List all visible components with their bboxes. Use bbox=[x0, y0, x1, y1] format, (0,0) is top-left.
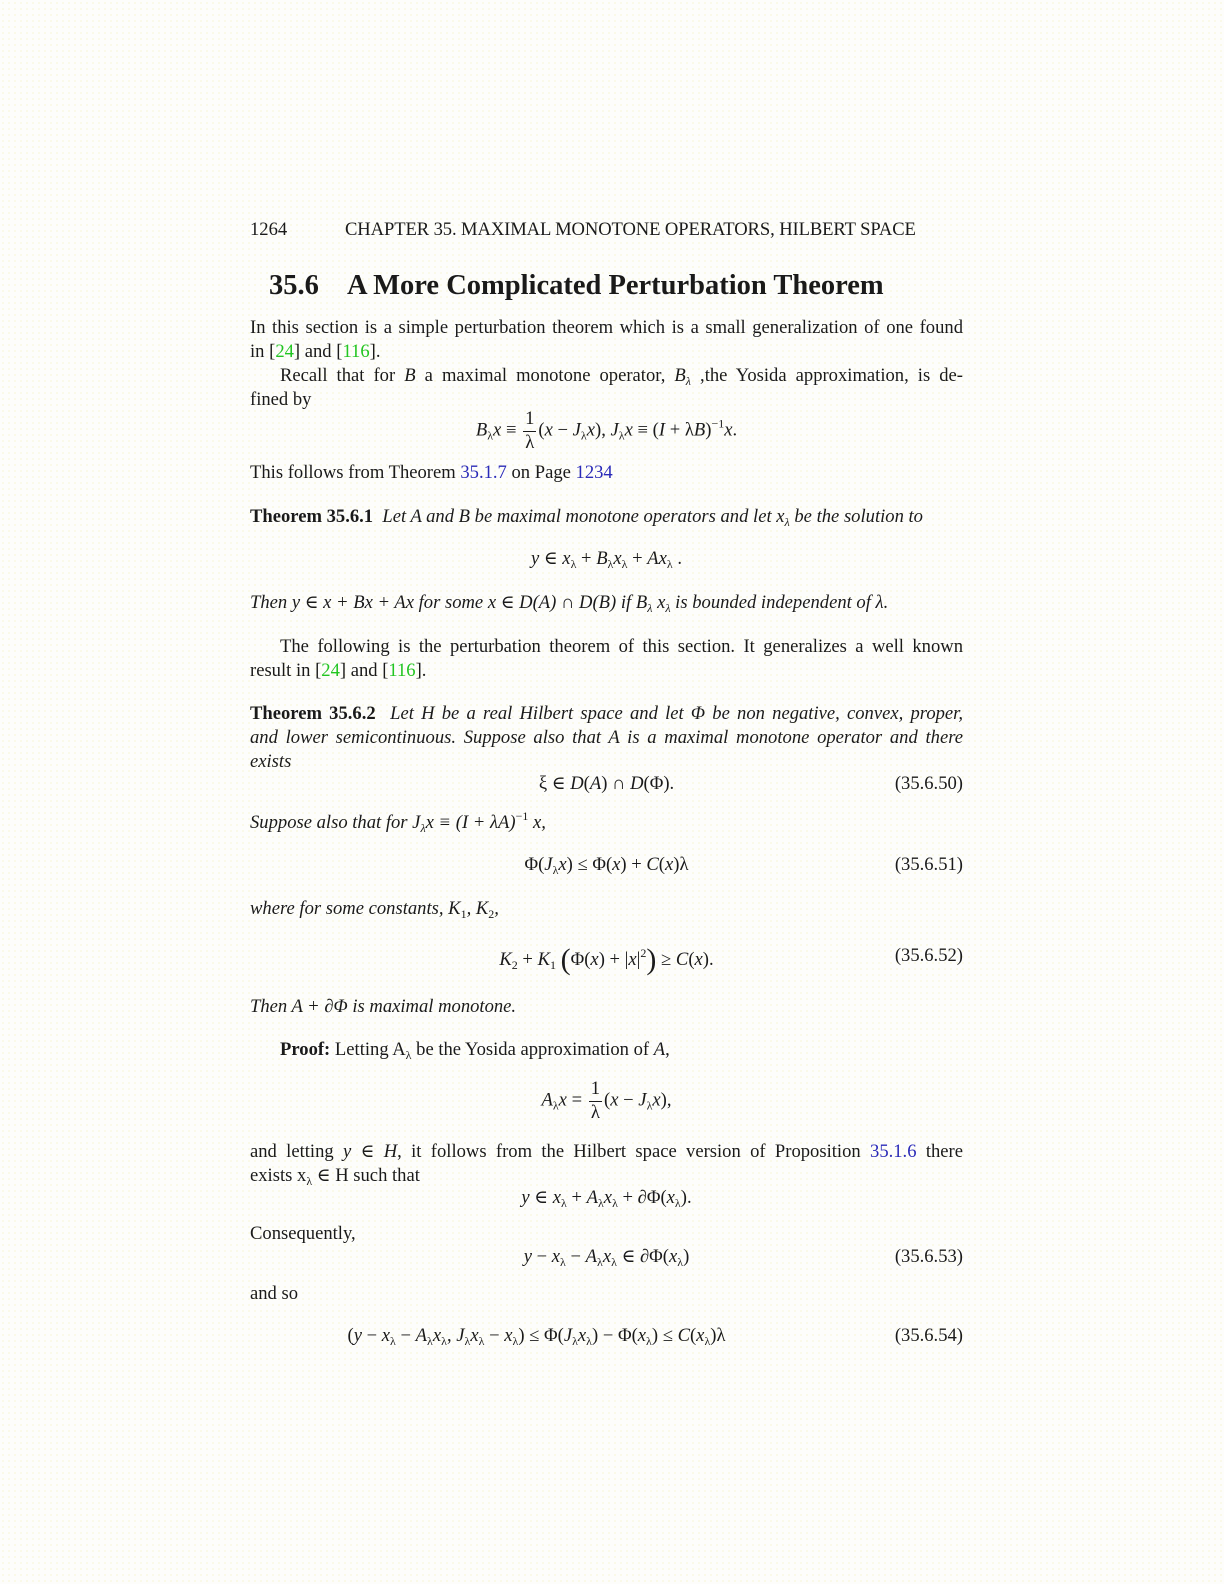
paragraph-line bbox=[250, 461, 963, 485]
proof-label: Proof: bbox=[280, 1039, 331, 1060]
paragraph-line: In this section is a simple perturbation theorem which is a small generalization of one found bbox=[250, 317, 963, 338]
text: Recall that for bbox=[280, 365, 405, 386]
text: ]. bbox=[369, 341, 381, 362]
theorem-text: is bounded independent of λ. bbox=[670, 592, 889, 613]
text: ] and [ bbox=[339, 660, 389, 681]
page-reference-link[interactable]: 1234 bbox=[575, 462, 613, 483]
text: on Page bbox=[506, 462, 576, 483]
theorem-text: Let A and B be maximal monotone operators and let x bbox=[382, 506, 785, 527]
text: in [ bbox=[250, 341, 276, 362]
equation-yosida-A: $A_\lambda x$ = $\frac{1}{\lambda}$ $(x - J_\lambda x)$, bbox=[541, 1078, 672, 1123]
equation-35-6-51: $\Phi(J_\lambda x) \le \Phi(x) + C(x)\lambda$ bbox=[524, 854, 689, 877]
text: ]. bbox=[415, 660, 427, 681]
chapter-title: CHAPTER 35. MAXIMAL MONOTONE OPERATORS, HILBERT SPACE bbox=[345, 219, 916, 240]
equation-35-6-52: $K_2 + K_1$ $(\Phi(x) + |x|^2) \ge C(x)$. bbox=[499, 943, 714, 976]
paragraph-line: and letting y ∈ H, it follows from the Hilbert space version of Proposition 35.1.6 there bbox=[250, 1141, 963, 1162]
theorem-text: be the solution to bbox=[789, 506, 923, 527]
paragraph-line: and so bbox=[250, 1283, 299, 1304]
theorem-reference-link[interactable]: 35.1.7 bbox=[460, 462, 507, 483]
text: ,the Yosida approximation, is de- bbox=[690, 365, 963, 386]
proposition-reference-link[interactable]: 35.1.6 bbox=[870, 1141, 917, 1162]
math-symbol: $B_\lambda$ bbox=[674, 365, 691, 388]
theorem-text: Let H be a real Hilbert space and let Φ be non negative, convex, proper, bbox=[390, 703, 963, 724]
equation-35-6-54: ($y - x_\lambda - A_\lambda x_\lambda$, $J_\lambda x_\lambda - x_\lambda) \le \Phi(J_\lambda x_\lambda) - \Phi(x_\lambda) \le C(x_\lambda)\lambda$ bbox=[347, 1325, 726, 1348]
citation-link[interactable]: 116 bbox=[342, 341, 370, 362]
text: Letting A bbox=[330, 1039, 406, 1060]
equation-theorem1: y ∈ $x_\lambda + B_\lambda x_\lambda + Ax_\lambda$ . bbox=[530, 548, 683, 571]
equation-yosida-definition: $B_\lambda x$ ≡ $\frac{1}{\lambda}$ $(x - J_\lambda x)$, $J_\lambda x \equiv (I + \lambda B)^{-1}x$. bbox=[475, 408, 738, 453]
theorem-text: Suppose also that for $J_\lambda x \equiv (I + \lambda A)^{-1}$ x, bbox=[250, 809, 546, 835]
theorem-35-6-2 bbox=[250, 702, 963, 726]
text: ] and [ bbox=[293, 341, 343, 362]
text: This follows from Theorem bbox=[250, 462, 461, 483]
equation-number: (35.6.50) bbox=[894, 773, 963, 794]
text: a maximal monotone operator, bbox=[415, 365, 675, 386]
theorem-conclusion: Then y ∈ x + Bx + Ax for some x ∈ D(A) ∩ D(B) if $B_\lambda$ $x_\lambda$ is bounded independent of λ. bbox=[250, 592, 889, 615]
citation-link[interactable]: 24 bbox=[321, 660, 340, 681]
theorem-text: where for some constants, $K_1$, $K_2$, bbox=[250, 898, 499, 921]
math-symbol: B bbox=[404, 365, 416, 386]
citation-link[interactable]: 24 bbox=[275, 341, 294, 362]
equation-35-6-50: ξ ∈ D(A) ∩ D(Φ). bbox=[538, 773, 675, 794]
equation-number: (35.6.53) bbox=[894, 1246, 963, 1267]
proof-start: Proof: Letting $A_\lambda$ be the Yosida approximation of A, bbox=[280, 1039, 670, 1062]
section-number: 35.6 bbox=[269, 270, 319, 301]
theorem-text: Then y ∈ x + Bx + Ax for some x ∈ D(A) ∩ D(B) if B bbox=[250, 592, 648, 613]
equation-number: (35.6.52) bbox=[894, 945, 963, 966]
paragraph-line: exists $x_\lambda$ ∈ H such that bbox=[250, 1165, 420, 1188]
theorem-text: exists bbox=[250, 751, 292, 772]
theorem-conclusion: Then A + ∂Φ is maximal monotone. bbox=[250, 996, 517, 1017]
section-title: A More Complicated Perturbation Theorem bbox=[347, 270, 884, 301]
text: be the Yosida approximation of bbox=[411, 1039, 654, 1060]
paragraph-line bbox=[250, 659, 963, 683]
paragraph-line bbox=[250, 364, 963, 388]
equation-proof-inclusion: y ∈ $x_\lambda + A_\lambda x_\lambda + \partial\Phi(x_\lambda)$. bbox=[521, 1187, 692, 1210]
paragraph-line: Consequently, bbox=[250, 1223, 356, 1244]
theorem-35-6-1: Theorem 35.6.1 Let A and B be maximal monotone operators and let $x_\lambda$ be the solution to bbox=[250, 506, 923, 529]
text: result in [ bbox=[250, 660, 322, 681]
theorem-text: and lower semicontinuous. Suppose also that A is a maximal monotone operator and there bbox=[250, 727, 963, 748]
citation-link[interactable]: 116 bbox=[388, 660, 416, 681]
page-number: 1264 bbox=[250, 219, 288, 240]
paragraph-line: fined by bbox=[250, 389, 312, 410]
theorem-label: Theorem 35.6.2 bbox=[250, 703, 376, 724]
equation-number: (35.6.54) bbox=[894, 1325, 963, 1346]
equation-35-6-53: $y - x_\lambda - A_\lambda x_\lambda$ ∈ $\partial\Phi(x_\lambda)$ bbox=[523, 1246, 690, 1269]
paragraph-line bbox=[250, 340, 963, 364]
equation-number: (35.6.51) bbox=[894, 854, 963, 875]
section-heading bbox=[269, 270, 884, 302]
theorem-label: Theorem 35.6.1 bbox=[250, 506, 374, 527]
paragraph-line: The following is the perturbation theorem of this section. It generalizes a well known bbox=[280, 636, 963, 657]
